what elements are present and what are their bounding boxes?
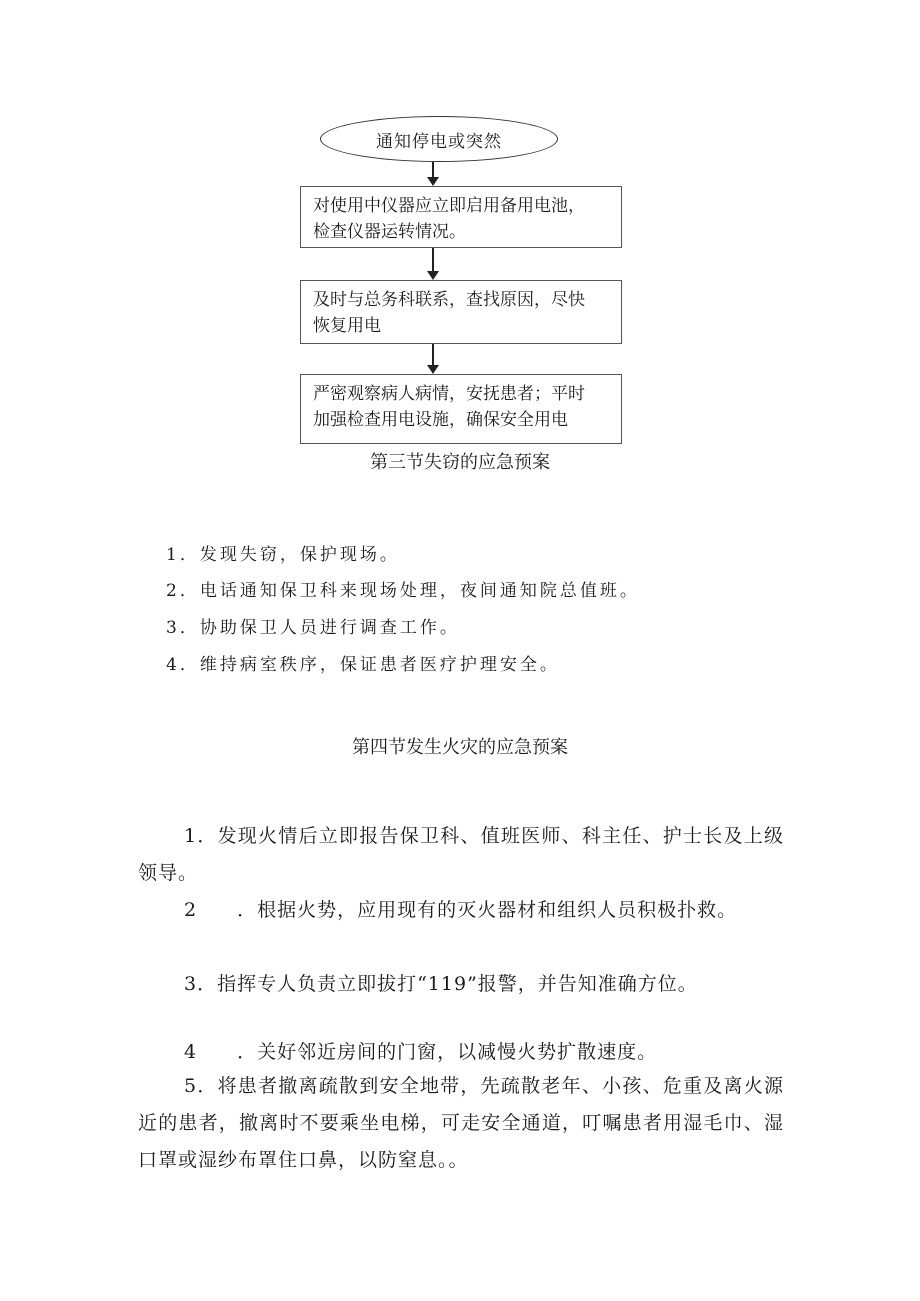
section3-item-2: 2．电话通知保卫科来现场处理，夜间通知院总值班。 xyxy=(166,581,640,601)
section4-item-3 xyxy=(138,966,784,1003)
flowchart-arrow-3 xyxy=(432,344,434,372)
section4-item-1 xyxy=(138,818,784,892)
flowchart-step-3-line-1: 严密观察病人病情，安抚患者；平时 xyxy=(313,384,585,404)
flowchart-step-1-line-2: 检查仪器运转情况。 xyxy=(313,222,466,242)
section4-item-2 xyxy=(138,892,784,929)
section4-item-5 xyxy=(138,1068,784,1179)
section4-item-5-text: 5．将患者撤离疏散到安全地带，先疏散老年、小孩、危重及离火源近的患者，撤离时不要乘坐电梯，可走安全通道，叮嘱患者用湿毛巾、湿口罩或湿纱布罩住口鼻，以防窒息。。 xyxy=(138,1075,784,1171)
section4-item-4-text: 4 ．关好邻近房间的门窗，以减慢火势扩散速度。 xyxy=(184,1041,658,1063)
section4-item-3-text: 3．指挥专人负责立即拔打“119”报警，并告知准确方位。 xyxy=(184,973,698,995)
section3-item-4: 4．维持病室秩序，保证患者医疗护理安全。 xyxy=(166,655,560,675)
section4-item-4 xyxy=(138,1034,784,1071)
flowchart-step-2-line-1: 及时与总务科联系，查找原因，尽快 xyxy=(313,290,585,310)
flowchart-step-3-line-2: 加强检查用电设施，确保安全用电 xyxy=(313,410,568,430)
flowchart-step-3 xyxy=(300,374,622,444)
flowchart-step-2-line-2: 恢复用电 xyxy=(313,316,381,336)
section4-item-2-text: 2 ．根据火势，应用现有的灭火器材和组织人员积极扑救。 xyxy=(184,899,738,921)
flowchart-step-2 xyxy=(300,280,622,344)
section3-item-3: 3．协助保卫人员进行调查工作。 xyxy=(166,618,460,638)
section4-title: 第四节发生火灾的应急预案 xyxy=(352,737,568,758)
section3-title: 第三节失窃的应急预案 xyxy=(370,452,550,473)
section3-item-1: 1．发现失窃，保护现场。 xyxy=(166,545,400,565)
power-outage-flowchart xyxy=(0,0,920,450)
flowchart-start-node: 通知停电或突然 xyxy=(320,116,558,162)
section4-item-1-text: 1．发现火情后立即报告保卫科、值班医师、科主任、护士长及上级领导。 xyxy=(138,825,784,884)
flowchart-arrow-1 xyxy=(432,162,434,184)
flowchart-step-1 xyxy=(300,186,622,248)
flowchart-arrow-2 xyxy=(432,248,434,278)
flowchart-step-1-line-1: 对使用中仪器应立即启用备用电池， xyxy=(313,196,585,216)
